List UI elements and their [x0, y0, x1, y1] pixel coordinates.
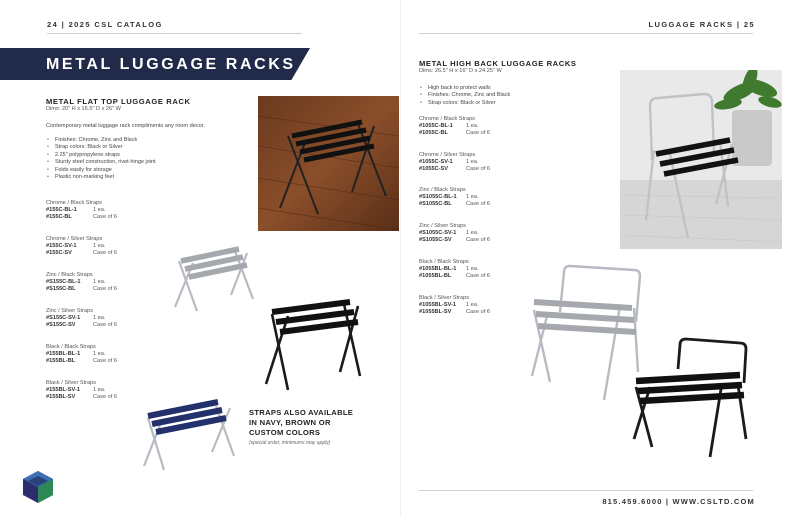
sku-group-label: Chrome / Silver Straps — [419, 152, 476, 158]
flat-top-title: METAL FLAT TOP LUGGAGE RACK — [46, 97, 191, 106]
sku-qty: Case of 6 — [93, 214, 117, 220]
sku-code: #155C-SV — [46, 250, 72, 256]
sku-code: #155BL-SV — [46, 394, 76, 400]
sku-qty: Case of 6 — [466, 166, 490, 172]
sku-row — [419, 309, 490, 316]
page-header-right: LUGGAGE RACKS | 25 — [648, 20, 755, 29]
sku-group-label: Black / Silver Straps — [419, 295, 470, 301]
sku-code: #1055C-BL-1 — [419, 123, 453, 129]
high-back-features — [419, 85, 510, 107]
sku-code: #155BL-SV-1 — [46, 387, 80, 393]
sku-code: #S155C-BL — [46, 286, 76, 292]
sku-group — [46, 199, 117, 221]
sku-row — [46, 358, 117, 365]
sku-row — [419, 266, 490, 273]
high-back-title: METAL HIGH BACK LUGGAGE RACKS — [419, 59, 577, 68]
sku-group — [419, 115, 490, 137]
sku-row — [419, 302, 490, 309]
sku-code: #1055C-SV-1 — [419, 159, 453, 165]
feature-item: • High back to protect walls — [419, 85, 510, 92]
sku-row — [419, 166, 490, 173]
sku-qty: Case of 6 — [466, 201, 490, 207]
sku-row — [46, 243, 117, 250]
page-header-left: 24 | 2025 CSL CATALOG — [47, 20, 163, 29]
sku-qty: Case of 6 — [93, 394, 117, 400]
high-back-black-black-photo — [630, 335, 755, 460]
sku-row — [46, 286, 117, 293]
sku-row — [46, 387, 117, 394]
feature-item: • Strap colors: Black or Silver — [46, 144, 156, 151]
high-back-chrome-silver-photo — [520, 262, 645, 404]
sku-group-label: Zinc / Silver Straps — [46, 308, 93, 314]
sku-group-label: Black / Black Straps — [419, 259, 469, 265]
sku-row — [46, 250, 117, 257]
sku-row — [419, 130, 490, 137]
sku-row — [419, 230, 490, 237]
sku-group-label: Chrome / Silver Straps — [46, 236, 103, 242]
feature-item: • 2.25" polypropylene straps — [46, 152, 156, 159]
sku-row — [46, 394, 117, 401]
footer-rule — [419, 490, 753, 491]
sku-row — [419, 123, 490, 130]
black-black-rack-photo — [258, 290, 368, 395]
feature-item: • Finishes: Chrome, Zinc and Black — [419, 92, 510, 99]
feature-item: • Sturdy steel construction, rivet-hinge joint — [46, 159, 156, 166]
high-back-dims: Dims: 26.5" H x 16" D x 24.25" W — [419, 68, 502, 74]
sku-group — [419, 151, 490, 173]
sku-group — [419, 186, 490, 208]
sku-code: #1055C-BL — [419, 130, 448, 136]
sku-qty: Case of 6 — [93, 286, 117, 292]
sku-row — [46, 315, 117, 322]
straps-note-line: STRAPS ALSO AVAILABLE — [249, 408, 354, 417]
sku-code: #155BL-BL — [46, 358, 76, 364]
sku-group — [46, 271, 117, 293]
chrome-navy-rack-photo — [138, 390, 238, 475]
sku-qty: Case of 6 — [466, 130, 490, 136]
page-spread-gutter — [400, 0, 401, 517]
sku-group-label: Zinc / Silver Straps — [419, 223, 466, 229]
sku-code: #S1055C-SV — [419, 237, 452, 243]
sku-code: #1055BL-SV — [419, 309, 452, 315]
sku-qty: Case of 6 — [466, 237, 490, 243]
flat-top-features — [46, 137, 156, 181]
flat-top-dims: Dims: 20" H x 16.5" D x 26" W — [46, 106, 121, 112]
sku-group — [46, 379, 117, 401]
feature-item: • Plastic non-marking feet — [46, 174, 156, 181]
sku-row — [46, 214, 117, 221]
sku-code: #1055BL-SV-1 — [419, 302, 457, 308]
straps-note-subtext: (special order, minimums may apply) — [249, 440, 331, 446]
feature-item: • Strap colors: Black or Silver — [419, 100, 510, 107]
sku-qty: 1 ea. — [93, 243, 106, 249]
sku-qty: 1 ea. — [93, 351, 106, 357]
sku-qty: 1 ea. — [93, 387, 106, 393]
sku-qty: 1 ea. — [466, 194, 479, 200]
sku-code: #155C-BL-1 — [46, 207, 77, 213]
sku-group-label: Chrome / Black Straps — [419, 116, 475, 122]
company-logo — [22, 470, 54, 504]
sku-qty: 1 ea. — [93, 279, 106, 285]
sku-row — [46, 279, 117, 286]
sku-qty: Case of 6 — [93, 358, 117, 364]
sku-code: #1055BL-BL-1 — [419, 266, 457, 272]
flat-top-lifestyle-photo — [258, 96, 399, 231]
sku-code: #1055C-SV — [419, 166, 448, 172]
sku-code: #S1055C-BL-1 — [419, 194, 457, 200]
sku-row — [419, 201, 490, 208]
sku-group — [46, 235, 117, 257]
sku-qty: 1 ea. — [466, 266, 479, 272]
sku-code: #155C-BL — [46, 214, 72, 220]
sku-qty: 1 ea. — [93, 315, 106, 321]
sku-qty: 1 ea. — [466, 230, 479, 236]
sku-code: #S155C-SV — [46, 322, 76, 328]
straps-availability-note — [249, 408, 353, 438]
sku-qty: 1 ea. — [466, 123, 479, 129]
sku-group-label: Black / Silver Straps — [46, 380, 97, 386]
sku-group-label: Zinc / Black Straps — [419, 187, 466, 193]
sku-qty: Case of 6 — [466, 273, 490, 279]
sku-group-label: Black / Black Straps — [46, 344, 96, 350]
flat-top-description: Contemporary metal luggage rack compliments any room decor. — [46, 123, 205, 129]
sku-group — [419, 294, 490, 316]
footer-contact: 815.459.6000 | WWW.CSLTD.COM — [602, 497, 755, 506]
sku-row — [419, 159, 490, 166]
straps-note-line: IN NAVY, BROWN OR — [249, 418, 331, 427]
sku-qty: Case of 6 — [466, 309, 490, 315]
feature-item: • Folds easily for storage — [46, 167, 156, 174]
sku-code: #S1055C-BL — [419, 201, 452, 207]
sku-group — [419, 222, 490, 244]
sku-qty: 1 ea. — [466, 302, 479, 308]
sku-code: #S155C-BL-1 — [46, 279, 81, 285]
sku-row — [419, 237, 490, 244]
sku-qty: 1 ea. — [93, 207, 106, 213]
sku-qty: 1 ea. — [466, 159, 479, 165]
sku-group-label: Zinc / Black Straps — [46, 272, 93, 278]
sku-code: #S155C-SV-1 — [46, 315, 81, 321]
sku-code: #155C-SV-1 — [46, 243, 77, 249]
feature-item: • Finishes: Chrome, Zinc and Black — [46, 137, 156, 144]
high-back-lifestyle-photo — [620, 70, 782, 249]
straps-note-line: CUSTOM COLORS — [249, 428, 321, 437]
sku-group-label: Chrome / Black Straps — [46, 200, 102, 206]
sku-qty: Case of 6 — [93, 250, 117, 256]
chrome-silver-rack-photo — [165, 237, 257, 317]
sku-group — [46, 307, 117, 329]
sku-row — [46, 322, 117, 329]
sku-code: #1055BL-BL — [419, 273, 452, 279]
sku-row — [46, 207, 117, 214]
header-rule-left — [47, 33, 302, 34]
section-banner-title: METAL LUGGAGE RACKS — [46, 56, 296, 73]
sku-qty: Case of 6 — [93, 322, 117, 328]
sku-group — [46, 343, 117, 365]
sku-row — [419, 194, 490, 201]
sku-group — [419, 258, 490, 280]
sku-code: #S1055C-SV-1 — [419, 230, 457, 236]
header-rule-right — [419, 33, 753, 34]
sku-row — [46, 351, 117, 358]
sku-code: #155BL-BL-1 — [46, 351, 81, 357]
sku-row — [419, 273, 490, 280]
